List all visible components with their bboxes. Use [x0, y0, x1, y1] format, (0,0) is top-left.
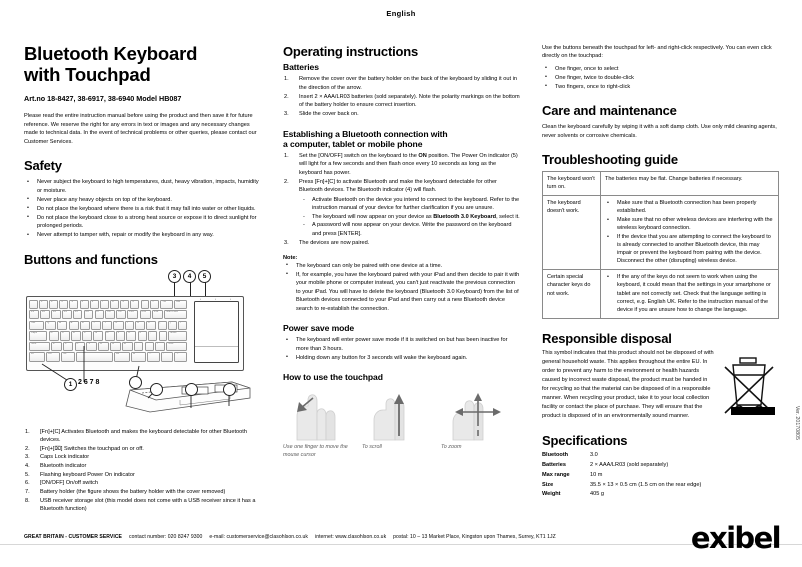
- footer-internet: internet: www.clasohlson.co.uk: [315, 534, 387, 540]
- care-text: Clean the keyboard carefully by wiping it with a soft damp cloth. Use only mild cleaning agents, never solvents or corrosive chemicals.: [542, 124, 777, 139]
- callout-2: [129, 376, 142, 389]
- list-item: - A password will now appear on your device. Write the password on the keyboard and press [ENTER].: [299, 221, 520, 238]
- list-item: The devices are now paired.: [299, 240, 370, 246]
- clicking-intro: Use the buttons beneath the touchpad for left- and right-click respectively. You can even click directly on the touchpad:: [542, 45, 772, 60]
- column-right: [542, 44, 779, 509]
- spec-value: 3.0: [590, 452, 598, 459]
- list-item: [Fn]+[⌧] Switches the touchpad on or off.: [40, 445, 144, 452]
- problem-cell: The keyboard doesn't work.: [543, 195, 601, 270]
- callout-3: 3: [168, 270, 181, 283]
- problem-cell: Certain special character keys do not work.: [543, 270, 601, 319]
- list-item: Caps Lock indicator: [40, 454, 90, 461]
- list-item: Remove the cover over the battery holder on the back of the keyboard by sliding it out in the direction of the arrow.: [299, 76, 517, 91]
- batteries-steps: [283, 75, 520, 119]
- troubleshooting-table: [542, 171, 779, 319]
- table-row: [543, 195, 779, 270]
- callout-7: [185, 383, 198, 396]
- disposal-heading: Responsible disposal: [542, 330, 672, 346]
- spec-value: 405 g: [590, 491, 604, 498]
- list-item: • Two fingers, once to right-click: [542, 83, 779, 92]
- callout-5: 5: [198, 270, 211, 283]
- language-header: English: [386, 9, 416, 18]
- bluetooth-steps: [283, 152, 520, 248]
- intro-paragraph: Please read the entire instruction manual before using the product and then save it for future reference. We reserve the right for any errors in text or images and any necessary changes made to technical data. In the event of technical problems or other queries, please contact our Customer Services.: [24, 113, 257, 145]
- article-number: Art.no 18-8427, 38-6917, 38-6940 Model HB087: [24, 94, 182, 104]
- wee-black-bar-icon: [731, 407, 775, 415]
- list-item: [ON/OFF] On/off switch: [40, 480, 99, 487]
- list-item: • One finger, once to select: [542, 65, 779, 74]
- bluetooth-led-icon: •: [214, 296, 219, 301]
- column-left: [24, 43, 261, 513]
- gesture-two-finger-scroll: [362, 390, 441, 460]
- table-row: [542, 481, 707, 491]
- footer-email: e-mail: customerservice@clasohlson.co.uk: [209, 534, 309, 540]
- list-item: • Make sure that a Bluetooth connection has been properly established.: [605, 199, 774, 216]
- list-item: Insert 2 × AAA/LR03 batteries (sold separately). Note the polarity markings on the bottom of the battery holder to ensure correct insertion.: [299, 93, 520, 108]
- spec-key: Size: [542, 481, 554, 488]
- sub2-bold: Bluetooth 3.0 Keyboard: [433, 213, 497, 220]
- batteries-heading: Batteries: [283, 62, 319, 72]
- list-item: • The keyboard will enter power save mode if it is switched on but has been inactive for more than 3 hours.: [283, 336, 520, 353]
- table-row: [542, 471, 707, 481]
- keyboard-keys: ^ 1 2 3 4 5 6 7 8 9 0 - = ⌫ Del F1 F2 F3 F4 F5 F6 F7 F8 F9 F10 F11 F12 Num Lock Tab Q W E R T Y U I O P [ ] \ Caps A S D F G H J K L ; ' Enter Shift Z X C V B N M , . / Shift Fn Ctrl Alt Alt ⌘ ← ↑ →: [29, 300, 187, 367]
- table-row: [543, 270, 779, 319]
- gesture-caption: To zoom: [441, 444, 462, 450]
- two-finger-zoom-icon: [441, 390, 520, 442]
- list-item: • Never place any heavy objects on top of the keyboard.: [24, 196, 261, 205]
- gesture-two-finger-zoom: [441, 390, 520, 460]
- touchpad-heading: How to use the touchpad: [283, 372, 383, 382]
- title-line-2: with Touchpad: [24, 63, 151, 85]
- callout-8: [223, 383, 236, 396]
- solution-cell: The batteries may be flat. Change batteries if necessary.: [601, 172, 779, 196]
- solution-cell: [601, 270, 779, 319]
- step2-text: Press [Fn]+[C] to activate Bluetooth and make the keyboard detectable for other Bluetooth devices. The Bluetooth indicator (4) will flash.: [299, 178, 497, 193]
- spec-value: 10 m: [590, 471, 603, 478]
- safety-list: [24, 178, 261, 240]
- keyboard-diagram: [24, 272, 261, 422]
- care-heading: Care and maintenance: [542, 103, 677, 119]
- list-item: • Do not place the keyboard close to a strong heat source or expose it to direct sunlight for prolonged periods.: [24, 214, 261, 231]
- callout-6: [150, 383, 163, 396]
- power-led-icon: •: [229, 296, 233, 301]
- bt-heading-line-1: Establishing a Bluetooth connection with: [283, 128, 448, 139]
- two-finger-scroll-icon: [362, 390, 441, 442]
- clicking-list: [542, 65, 779, 92]
- list-item: • If the any of the keys do not seem to work when using the keyboard, it could mean that the settings in your smartphone or tablet are not correctly set. Check that the language setting is correct, e.g. English UK. Refer to the instruction manual of the device if you are unsure how to change the language.: [605, 273, 774, 314]
- table-row: [542, 490, 707, 500]
- solution-list: [605, 199, 774, 266]
- title-line-1: Bluetooth Keyboard: [24, 43, 198, 64]
- power-save-list: [283, 336, 520, 362]
- step1-text-a: Set the [ON/OFF] switch on the keyboard to the: [299, 152, 419, 159]
- list-item: Battery holder (the figure shows the battery holder with the cover removed): [40, 489, 226, 496]
- list-item: Slide the cover back on.: [299, 111, 359, 117]
- list-item: • If the device that you are attempting to connect the keyboard to is already connected to another Bluetooth device, this may impair or prevent the keyboard from pairing with the device. Disconnect the other (disrupting) wireless device.: [605, 233, 774, 266]
- content-columns: [24, 43, 780, 513]
- spec-value: 35.5 × 13 × 0.5 cm (1.5 cm on the rear edge): [590, 481, 702, 488]
- step1-on-emphasis: ON: [418, 152, 427, 159]
- list-item: [283, 152, 520, 178]
- solution-list: [605, 273, 774, 314]
- spec-key: Max range: [542, 471, 570, 478]
- list-item: - Activate Bluetooth on the device you intend to connect to the keyboard. Refer to the instruction manual of your device for further clarification if you are unsure.: [299, 196, 520, 213]
- buttons-reference-list: [24, 428, 261, 515]
- one-finger-move-icon: [283, 390, 362, 442]
- spec-value: 2 × AAA/LR03 (sold separately): [590, 461, 669, 468]
- solution-cell: [601, 195, 779, 270]
- power-save-heading: Power save mode: [283, 323, 355, 333]
- spec-key: Weight: [542, 491, 561, 498]
- table-row: [542, 451, 707, 461]
- sub2-post: , select it.: [496, 213, 520, 220]
- specifications-heading: Specifications: [542, 433, 628, 449]
- column-middle: [283, 44, 520, 509]
- list-item: USB receiver storage slot (this model does not come with a USB receiver since it has a Bluetooth function): [40, 497, 256, 513]
- spec-key: Batteries: [542, 461, 566, 468]
- gesture-one-finger-move: [283, 390, 362, 460]
- list-item: Bluetooth indicator: [40, 463, 87, 470]
- bt-heading-line-2: a computer, tablet or mobile phone: [283, 138, 423, 149]
- page-title: [24, 44, 261, 85]
- disposal-text: This symbol indicates that this product should not be disposed of with general household waste. This applies throughout the entire EU. In order to prevent any harm to the environment or health hazards caused by incorrect waste disposal, the product must be handed in for recycling so that the material can be disposed of in a responsible manner. When recycling your product, take it to your local collection facility or contact the place of purchase. They will ensure that the product is disposed of in an environmentally sound manner.: [542, 349, 714, 420]
- list-item: • Make sure that no other wireless devices are interfering with the wireless keyboard connection.: [605, 216, 774, 233]
- list-item: [Fn]+[C] Activates Bluetooth and makes the keyboard detectable for other Bluetooth devices.: [40, 428, 247, 444]
- list-item: Flashing keyboard Power On indicator: [40, 471, 135, 478]
- sub2-pre: The keyboard will now appear on your device as: [312, 213, 434, 220]
- specifications-table: [542, 451, 707, 500]
- list-item: • The keyboard can only be paired with one device at a time.: [283, 262, 520, 271]
- footer-label: GREAT BRITAIN - CUSTOMER SERVICE: [24, 534, 123, 540]
- version-label: Ver. 20170805: [794, 405, 800, 440]
- caps-lock-led-icon: •: [200, 296, 204, 301]
- callout-leader-lines: [24, 272, 261, 422]
- footer-contact-number: contact number: 020 8247 9300: [129, 534, 203, 540]
- footer-divider: [0, 544, 802, 545]
- list-item: [283, 178, 520, 239]
- buttons-heading: Buttons and functions: [24, 251, 158, 267]
- operating-heading: Operating instructions: [283, 44, 419, 59]
- brand-logo: exibel: [690, 521, 780, 555]
- table-row: [542, 461, 707, 471]
- problem-cell: The keyboard won't turn on.: [543, 172, 601, 196]
- troubleshooting-heading: Troubleshooting guide: [542, 152, 678, 168]
- list-item: • Do not place the keyboard where there is a risk that it may fall into water or other liquids.: [24, 205, 261, 214]
- footer-postal: postal: 10 – 13 Market Place, Kingston upon Thames, Surrey, KT1 1JZ: [393, 534, 556, 540]
- list-item: [299, 213, 520, 222]
- callout-4: 4: [183, 270, 196, 283]
- footer-contact: [24, 534, 556, 540]
- note-label: Note:: [283, 254, 298, 261]
- gesture-caption: To scroll: [362, 444, 382, 450]
- note-list: [283, 262, 520, 314]
- bluetooth-substeps: [299, 196, 520, 239]
- callout-inline-numbers: 2 6 7 8: [78, 378, 100, 386]
- table-row: [543, 172, 779, 196]
- safety-heading: Safety: [24, 158, 62, 173]
- list-item: • Never attempt to tamper with, repair or modify the keyboard in any way.: [24, 231, 261, 240]
- step1-text-b: position. The Power On indicator (5) will light for a few seconds and then flash once every 10 seconds as long as the keyboard has power.: [299, 152, 518, 176]
- list-item: • One finger, twice to double-click: [542, 74, 779, 83]
- list-item: • Holding down any button for 3 seconds will wake the keyboard again.: [283, 354, 520, 363]
- spec-key: Bluetooth: [542, 452, 569, 459]
- touchpad-gestures: [283, 390, 520, 460]
- callout-1: 1: [64, 378, 77, 391]
- disposal-block: [542, 349, 779, 421]
- list-item: • Never subject the keyboard to high temperatures, dust, heavy vibration, impacts, humidity or moisture.: [24, 178, 261, 195]
- list-item: • If, for example, you have the keyboard paired with your iPad and then decide to pair it with your mobile phone or computer instead, you can't just reactivate the previous connection to your iPad. You will have to delete the keyboard (Bluetooth 3.0 Keyboard) from the list of Bluetooth devices connected to your iPad and then carry out a new Bluetooth device search to re-establish the connection.: [283, 271, 520, 314]
- gesture-caption: Use one finger to move the mouse cursor: [283, 444, 348, 458]
- bluetooth-connection-heading: [283, 129, 520, 149]
